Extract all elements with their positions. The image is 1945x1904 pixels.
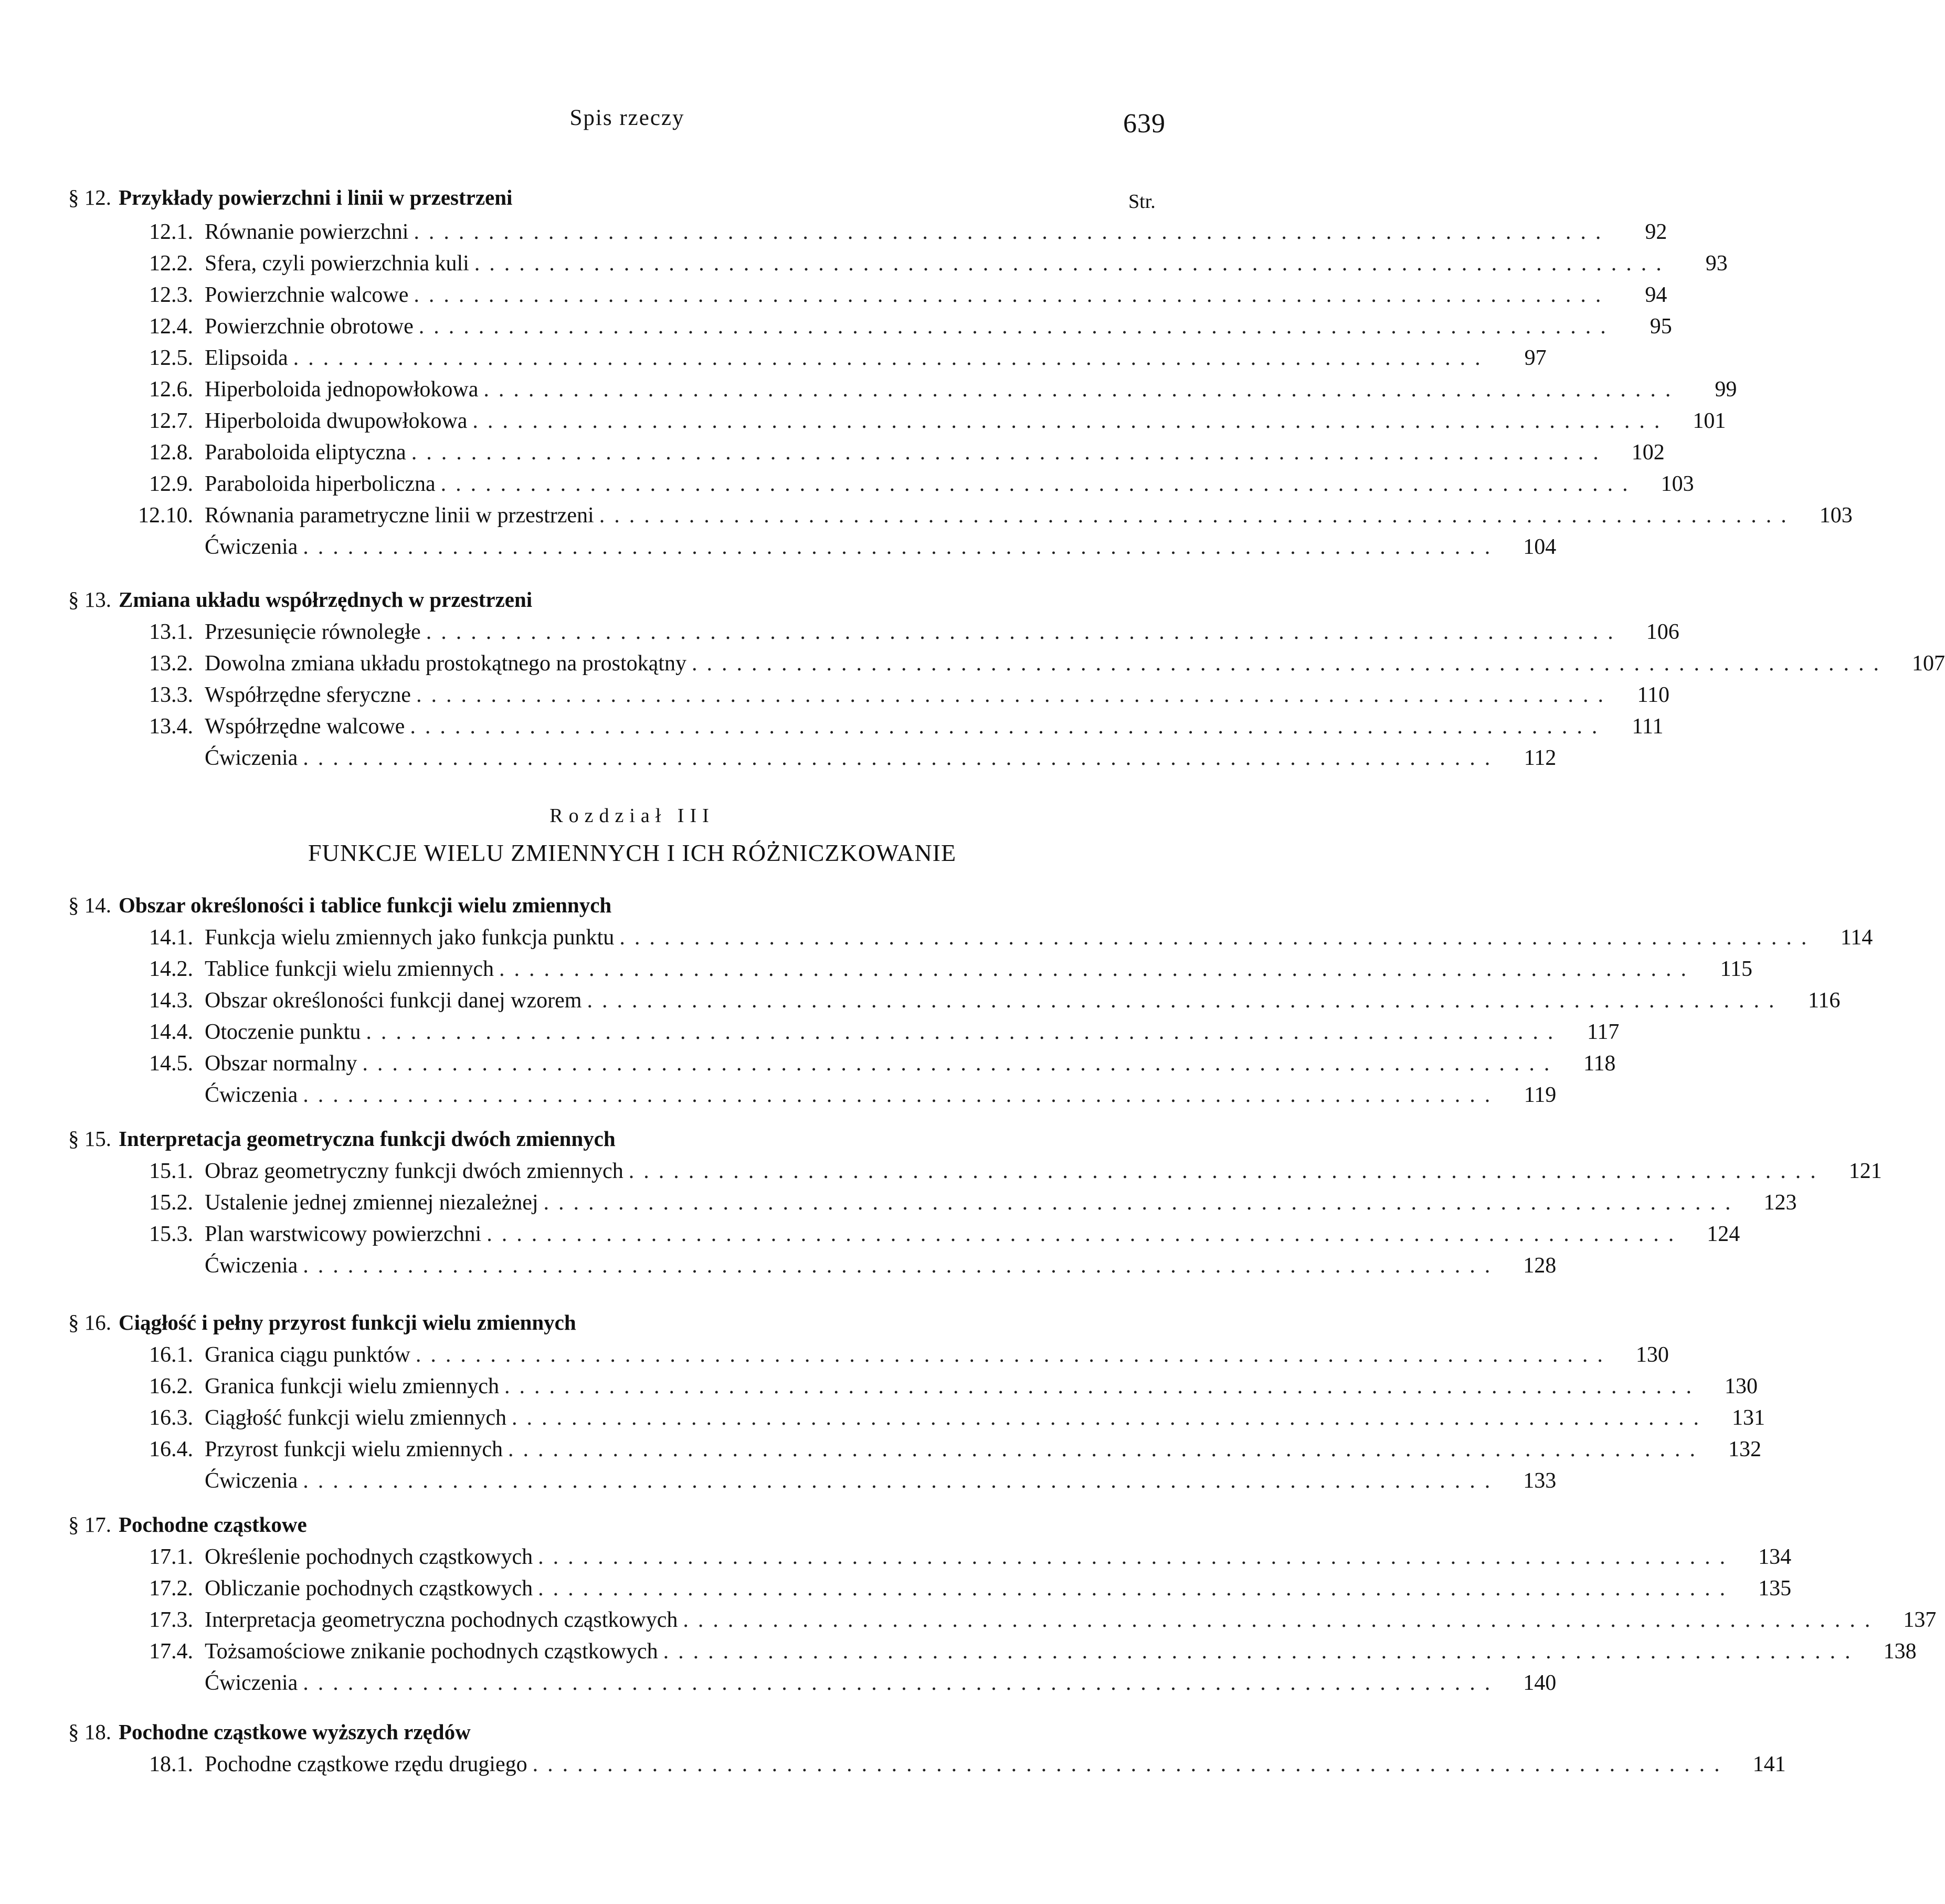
- dot-leader: ................................................................................: [512, 1406, 1709, 1430]
- section-heading: [68, 185, 512, 210]
- entry-title: Przyrost funkcji wielu zmiennych: [205, 1437, 503, 1461]
- dot-leader: ................................................................................: [418, 314, 1615, 339]
- entry-page: 106: [1646, 620, 1679, 644]
- toc-entry: [105, 408, 1726, 437]
- entry-page: 141: [1752, 1752, 1786, 1776]
- entry-page: 118: [1583, 1051, 1616, 1076]
- dot-leader: ................................................................................: [366, 1020, 1563, 1044]
- entry-page: 95: [1650, 314, 1672, 339]
- section-number: § 12.: [68, 185, 111, 209]
- chapter-title: FUNKCJE WIELU ZMIENNYCH I ICH RÓŻNICZKOWANIE: [308, 839, 957, 866]
- entry-title: Ustalenie jednej zmiennej niezależnej: [205, 1191, 538, 1215]
- dot-leader: ................................................................................: [543, 1191, 1740, 1215]
- section-heading: [68, 587, 532, 612]
- entry-number: 15.2.: [149, 1191, 193, 1215]
- dot-leader: ................................................................................: [415, 1343, 1612, 1367]
- entry-title: Ćwiczenia: [205, 1671, 298, 1695]
- section-heading: [68, 1512, 307, 1537]
- toc-entry: [105, 745, 1557, 774]
- toc-entry: [105, 1405, 1766, 1434]
- entry-page: 119: [1524, 1083, 1557, 1107]
- entry-page: 124: [1707, 1222, 1740, 1246]
- dot-leader: ................................................................................: [538, 1545, 1735, 1569]
- toc-entry: [105, 925, 1873, 953]
- entry-number: 13.2.: [149, 651, 193, 676]
- section-number: § 18.: [68, 1720, 111, 1744]
- entry-number: 12.7.: [149, 409, 193, 433]
- toc-entry: [105, 471, 1694, 500]
- entry-title: Paraboloida eliptyczna: [205, 440, 406, 465]
- entry-title: Współrzędne sferyczne: [205, 683, 411, 707]
- entry-number: 12.9.: [149, 472, 193, 496]
- entry-number: 13.3.: [149, 683, 193, 707]
- entry-title: Funkcja wielu zmiennych jako funkcja punktu: [205, 925, 615, 950]
- entry-page: 140: [1523, 1671, 1557, 1695]
- entry-number: 12.6.: [149, 377, 193, 402]
- entry-title: Powierzchnie walcowe: [205, 283, 409, 307]
- dot-leader: ................................................................................: [303, 535, 1500, 559]
- toc-entry: [105, 619, 1679, 648]
- dot-leader: ................................................................................: [628, 1159, 1825, 1183]
- entry-title: Obraz geometryczny funkcji dwóch zmiennych: [205, 1159, 623, 1183]
- dot-leader: ................................................................................: [411, 440, 1608, 465]
- toc-entry: [105, 1639, 1917, 1667]
- section-number: § 17.: [68, 1512, 111, 1537]
- toc-entry: [105, 251, 1728, 279]
- entry-number: 16.2.: [149, 1374, 193, 1398]
- entry-title: Granica ciągu punktów: [205, 1343, 410, 1367]
- entry-title: Ciągłość funkcji wielu zmiennych: [205, 1406, 507, 1430]
- entry-page: 93: [1705, 251, 1728, 276]
- entry-number: 17.3.: [149, 1608, 193, 1632]
- toc-entry: [105, 1190, 1797, 1218]
- entry-number: 16.1.: [149, 1343, 193, 1367]
- entry-number: 12.2.: [149, 251, 193, 276]
- entry-page: 101: [1693, 409, 1726, 433]
- entry-title: Ćwiczenia: [205, 1469, 298, 1493]
- entry-page: 130: [1635, 1343, 1669, 1367]
- entry-title: Określenie pochodnych cząstkowych: [205, 1545, 533, 1569]
- entry-page: 116: [1807, 988, 1841, 1013]
- entry-page: 103: [1661, 472, 1694, 496]
- entry-page: 94: [1645, 283, 1667, 307]
- entry-page: 130: [1724, 1374, 1758, 1398]
- toc-entry: [105, 377, 1737, 405]
- dot-leader: ................................................................................: [293, 346, 1490, 370]
- entry-page: 115: [1720, 957, 1753, 981]
- entry-page: 102: [1631, 440, 1665, 465]
- entry-number: 14.5.: [149, 1051, 193, 1076]
- entry-title: Dowolna zmiana układu prostokątnego na prostokątny: [205, 651, 686, 676]
- dot-leader: ................................................................................: [414, 220, 1611, 244]
- entry-page: 133: [1523, 1469, 1557, 1493]
- entry-page: 131: [1732, 1406, 1766, 1430]
- entry-page: 92: [1645, 220, 1667, 244]
- toc-entry: [105, 1468, 1557, 1497]
- entry-page: 97: [1524, 346, 1547, 370]
- toc-entry: [105, 1342, 1669, 1371]
- entry-title: Powierzchnie obrotowe: [205, 314, 414, 339]
- entry-number: 15.1.: [149, 1159, 193, 1183]
- entry-page: 107: [1911, 651, 1945, 676]
- toc-entry: [105, 956, 1753, 985]
- entry-title: Równanie powierzchni: [205, 220, 409, 244]
- dot-leader: ................................................................................: [538, 1576, 1735, 1601]
- entry-page: 134: [1758, 1545, 1792, 1569]
- section-heading: [68, 1719, 471, 1744]
- entry-number: 14.1.: [149, 925, 193, 950]
- entry-number: 12.3.: [149, 283, 193, 307]
- section-number: § 15.: [68, 1127, 111, 1151]
- dot-leader: ................................................................................: [683, 1608, 1880, 1632]
- toc-entry: [105, 1253, 1557, 1281]
- entry-title: Ćwiczenia: [205, 1083, 298, 1107]
- toc-entry: [105, 314, 1672, 342]
- entry-page: 112: [1524, 746, 1557, 770]
- toc-entry: [105, 345, 1547, 374]
- toc-entry: [105, 440, 1665, 468]
- dot-leader: ................................................................................: [303, 746, 1500, 770]
- entry-title: Granica funkcji wielu zmiennych: [205, 1374, 499, 1398]
- dot-leader: ................................................................................: [410, 714, 1607, 739]
- entry-page: 103: [1819, 503, 1853, 528]
- entry-page: 104: [1523, 535, 1557, 559]
- chapter-label: Rozdział III: [549, 805, 715, 827]
- dot-leader: ................................................................................: [414, 283, 1611, 307]
- toc-entry: [105, 1544, 1792, 1573]
- entry-title: Obliczanie pochodnych cząstkowych: [205, 1576, 533, 1601]
- section-title: Interpretacja geometryczna funkcji dwóch zmiennych: [119, 1127, 616, 1151]
- dot-leader: ................................................................................: [508, 1437, 1705, 1461]
- entry-page: 111: [1632, 714, 1664, 739]
- toc-entry: [105, 1082, 1557, 1111]
- section-heading: [68, 1126, 616, 1151]
- entry-title: Ćwiczenia: [205, 535, 298, 559]
- dot-leader: ................................................................................: [487, 1222, 1684, 1246]
- entry-title: Tablice funkcji wielu zmiennych: [205, 957, 494, 981]
- section-title: Pochodne cząstkowe: [119, 1512, 307, 1537]
- toc-entry: [105, 1051, 1616, 1079]
- dot-leader: ................................................................................: [303, 1254, 1500, 1278]
- entry-number: 17.2.: [149, 1576, 193, 1601]
- entry-number: 12.4.: [149, 314, 193, 339]
- dot-leader: ................................................................................: [599, 503, 1796, 528]
- entry-title: Paraboloida hiperboliczna: [205, 472, 436, 496]
- toc-entry: [105, 1159, 1882, 1187]
- entry-page: 117: [1587, 1020, 1620, 1044]
- section-title: Przykłady powierzchni i linii w przestrzeni: [119, 185, 513, 209]
- entry-title: Współrzędne walcowe: [205, 714, 405, 739]
- entry-title: Hiperboloida dwupowłokowa: [205, 409, 468, 433]
- toc-entry: [105, 1222, 1740, 1250]
- entry-title: Obszar określoności funkcji danej wzorem: [205, 988, 582, 1013]
- toc-entry: [105, 988, 1841, 1016]
- entry-number: 17.4.: [149, 1639, 193, 1664]
- toc-entry: [105, 282, 1667, 311]
- toc-entry: [105, 1437, 1762, 1465]
- entry-number: 14.4.: [149, 1020, 193, 1044]
- entry-number: 14.3.: [149, 988, 193, 1013]
- toc-entry: [105, 1019, 1620, 1048]
- toc-entry: [105, 1374, 1758, 1402]
- entry-title: Ćwiczenia: [205, 1254, 298, 1278]
- dot-leader: ................................................................................: [483, 377, 1680, 402]
- dot-leader: ................................................................................: [303, 1469, 1500, 1493]
- entry-title: Przesunięcie równoległe: [205, 620, 421, 644]
- entry-title: Tożsamościowe znikanie pochodnych cząstkowych: [205, 1639, 658, 1664]
- toc-entry: [105, 1670, 1557, 1699]
- entry-page: 138: [1883, 1639, 1917, 1664]
- entry-title: Hiperboloida jednopowłokowa: [205, 377, 479, 402]
- dot-leader: ................................................................................: [472, 409, 1669, 433]
- entry-number: 14.2.: [149, 957, 193, 981]
- entry-page: 135: [1758, 1576, 1792, 1601]
- entry-number: 12.1.: [149, 220, 193, 244]
- entry-title: Równania parametryczne linii w przestrzeni: [205, 503, 594, 528]
- entry-title: Interpretacja geometryczna pochodnych cząstkowych: [205, 1608, 678, 1632]
- entry-number: 12.10.: [138, 503, 193, 528]
- toc-entry: [105, 651, 1945, 679]
- entry-title: Obszar normalny: [205, 1051, 357, 1076]
- section-title: Obszar określoności i tablice funkcji wielu zmiennych: [119, 893, 612, 917]
- entry-page: 123: [1763, 1191, 1797, 1215]
- entry-number: 15.3.: [149, 1222, 193, 1246]
- entry-page: 132: [1728, 1437, 1762, 1461]
- dot-leader: ................................................................................: [499, 957, 1696, 981]
- dot-leader: ................................................................................: [416, 683, 1613, 707]
- toc-entry: [105, 714, 1664, 742]
- entry-title: Otoczenie punktu: [205, 1020, 361, 1044]
- entry-number: 13.4.: [149, 714, 193, 739]
- entry-page: 137: [1903, 1608, 1937, 1632]
- entry-number: 16.4.: [149, 1437, 193, 1461]
- dot-leader: ................................................................................: [426, 620, 1623, 644]
- dot-leader: ................................................................................: [587, 988, 1784, 1013]
- dot-leader: ................................................................................: [362, 1051, 1559, 1076]
- section-number: § 16.: [68, 1310, 111, 1334]
- dot-leader: ................................................................................: [619, 925, 1816, 950]
- entry-title: Plan warstwicowy powierzchni: [205, 1222, 482, 1246]
- entry-page: 110: [1637, 683, 1669, 707]
- dot-leader: ................................................................................: [303, 1671, 1500, 1695]
- entry-number: 12.5.: [149, 346, 193, 370]
- section-title: Pochodne cząstkowe wyższych rzędów: [119, 1720, 471, 1744]
- entry-number: 18.1.: [149, 1752, 193, 1776]
- section-title: Zmiana układu współrzędnych w przestrzeni: [119, 587, 533, 612]
- toc-entry: [105, 1752, 1786, 1780]
- entry-page: 99: [1715, 377, 1737, 402]
- entry-number: 12.8.: [149, 440, 193, 465]
- entry-title: Ćwiczenia: [205, 746, 298, 770]
- dot-leader: ................................................................................: [532, 1752, 1729, 1776]
- entry-title: Elipsoida: [205, 346, 288, 370]
- toc-entry: [105, 534, 1557, 563]
- entry-page: 121: [1848, 1159, 1882, 1183]
- dot-leader: ................................................................................: [663, 1639, 1860, 1664]
- section-number: § 13.: [68, 587, 111, 612]
- section-heading: [68, 1310, 576, 1335]
- page-number: 639: [1123, 109, 1166, 139]
- running-title: Spis rzeczy: [569, 106, 685, 130]
- toc-entry: [105, 503, 1853, 531]
- entry-title: Pochodne cząstkowe rzędu drugiego: [205, 1752, 527, 1776]
- dot-leader: ................................................................................: [504, 1374, 1701, 1398]
- toc-entry: [105, 1607, 1937, 1636]
- entry-page: 114: [1840, 925, 1873, 950]
- entry-number: 13.1.: [149, 620, 193, 644]
- section-heading: [68, 892, 611, 918]
- page-column-label: Str.: [1128, 191, 1156, 213]
- toc-entry: [105, 682, 1669, 711]
- entry-title: Sfera, czyli powierzchnia kuli: [205, 251, 469, 276]
- dot-leader: ................................................................................: [691, 651, 1888, 676]
- dot-leader: ................................................................................: [303, 1083, 1500, 1107]
- section-title: Ciągłość i pełny przyrost funkcji wielu zmiennych: [119, 1310, 576, 1334]
- entry-number: 16.3.: [149, 1406, 193, 1430]
- entry-page: 128: [1523, 1254, 1557, 1278]
- toc-entry: [105, 1576, 1792, 1604]
- toc-entry: [105, 219, 1667, 248]
- dot-leader: ................................................................................: [440, 472, 1637, 496]
- dot-leader: ................................................................................: [474, 251, 1671, 276]
- section-number: § 14.: [68, 893, 111, 917]
- entry-number: 17.1.: [149, 1545, 193, 1569]
